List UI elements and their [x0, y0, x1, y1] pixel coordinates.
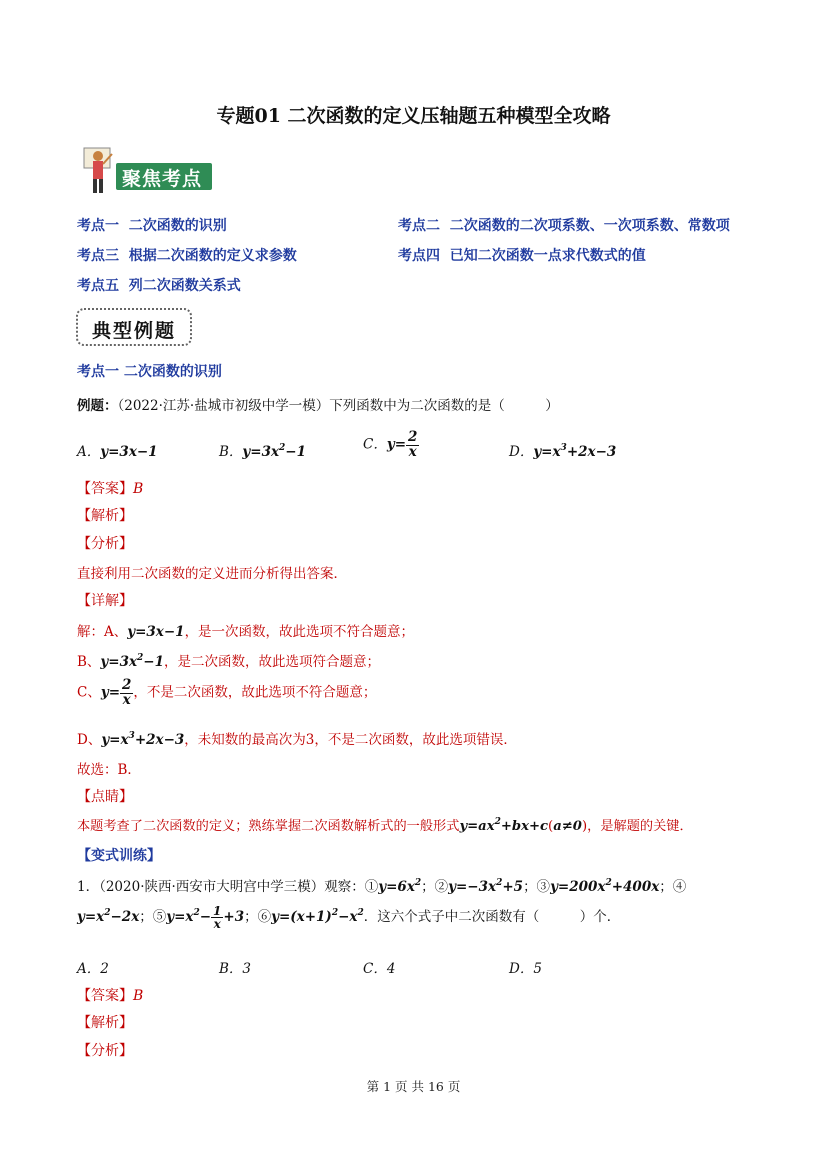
option-b: B．$y=3x^2-1$ — [219, 443, 307, 460]
q1-option-d: D．5 — [509, 961, 542, 977]
typical-examples-box — [76, 308, 192, 346]
dianjing-label: 【点睛】 — [77, 789, 133, 805]
point-1: 考点一 二次函数的识别 — [77, 218, 227, 234]
option-c: C．y= $\frac{2}{x}$ — [363, 429, 418, 460]
q1-option-b: B．3 — [219, 961, 252, 977]
point-2: 考点二 二次函数的二次项系数、一次项系数、常数项 — [398, 218, 730, 234]
example-source: （2022·江苏·盐城市初级中学一模）下列函数中为二次函数的是（ ） — [117, 398, 559, 414]
typical-examples-label: 典型例题 — [92, 320, 177, 342]
focus-points-badge — [78, 144, 212, 196]
page-footer: 第 1 页 共 16 页 — [366, 1079, 461, 1094]
answer-line-2: 【答案】B — [77, 988, 144, 1004]
q1-option-c: C．4 — [363, 961, 396, 977]
badge-text: 聚焦考点 — [122, 168, 203, 190]
point-4: 考点四 已知二次函数一点求代数式的值 — [398, 248, 646, 264]
detail-c: C、y= $\frac{2}{x}$ ，不是二次函数，故此选项不符合题意； — [77, 677, 377, 708]
detail-a: 解：A、y=3x−1，是一次函数，故此选项不符合题意； — [77, 624, 415, 640]
choose-line: 故选：B． — [77, 762, 141, 778]
q1-line-2: $y=x^2-2x$；$⑤y=x^2-$ $\frac{1}{x}$ +3；$⑥y=(x+1)^2-x^2$．这六个式子中二次函数有（ ）个． — [77, 904, 621, 931]
analysis-label: 【解析】 — [77, 508, 133, 524]
example-label: 例题： — [77, 398, 118, 414]
option-a: A．y=3x−1 — [77, 444, 158, 460]
variant-training-label: 【变式训练】 — [77, 848, 161, 864]
fenxi-label-2: 【分析】 — [77, 1043, 133, 1059]
answer-line: 【答案】B — [77, 481, 144, 497]
point-3: 考点三 根据二次函数的定义求参数 — [77, 248, 297, 264]
analysis-label-2: 【解析】 — [77, 1015, 133, 1031]
point-5: 考点五 列二次函数关系式 — [77, 278, 241, 294]
q1-option-a: A．2 — [77, 961, 109, 977]
example-question — [77, 394, 559, 414]
section-heading: 考点一 二次函数的识别 — [77, 364, 222, 380]
dianjing-text: 本题考查了二次函数的定义；熟练掌握二次函数解析式的一般形式$y=ax^2+bx+c(a\ne 0)$，是解题的关键． — [77, 817, 693, 834]
detail-b: B、$y=3x^2-1$，是二次函数，故此选项符合题意； — [77, 653, 381, 670]
fenxi-label: 【分析】 — [77, 536, 133, 552]
option-d: D．$y=x^3+2x-3$ — [509, 443, 617, 460]
teacher-figure-icon — [78, 144, 118, 196]
page-title: 专题01 二次函数的定义压轴题五种模型全攻略 — [216, 105, 611, 127]
detail-d: D、$y=x^3+2x-3$，未知数的最高次为3，不是二次函数，故此选项错误． — [77, 731, 517, 748]
q1-line-1: 1．（2020·陕西·西安市大明宫中学三模）观察：$①y=6x^2$；$②y=-3x^2+5$；$③y=200x^2+400x$；④ — [77, 878, 687, 895]
fenxi-text: 直接利用二次函数的定义进而分析得出答案． — [77, 566, 347, 582]
detail-label: 【详解】 — [77, 593, 133, 609]
